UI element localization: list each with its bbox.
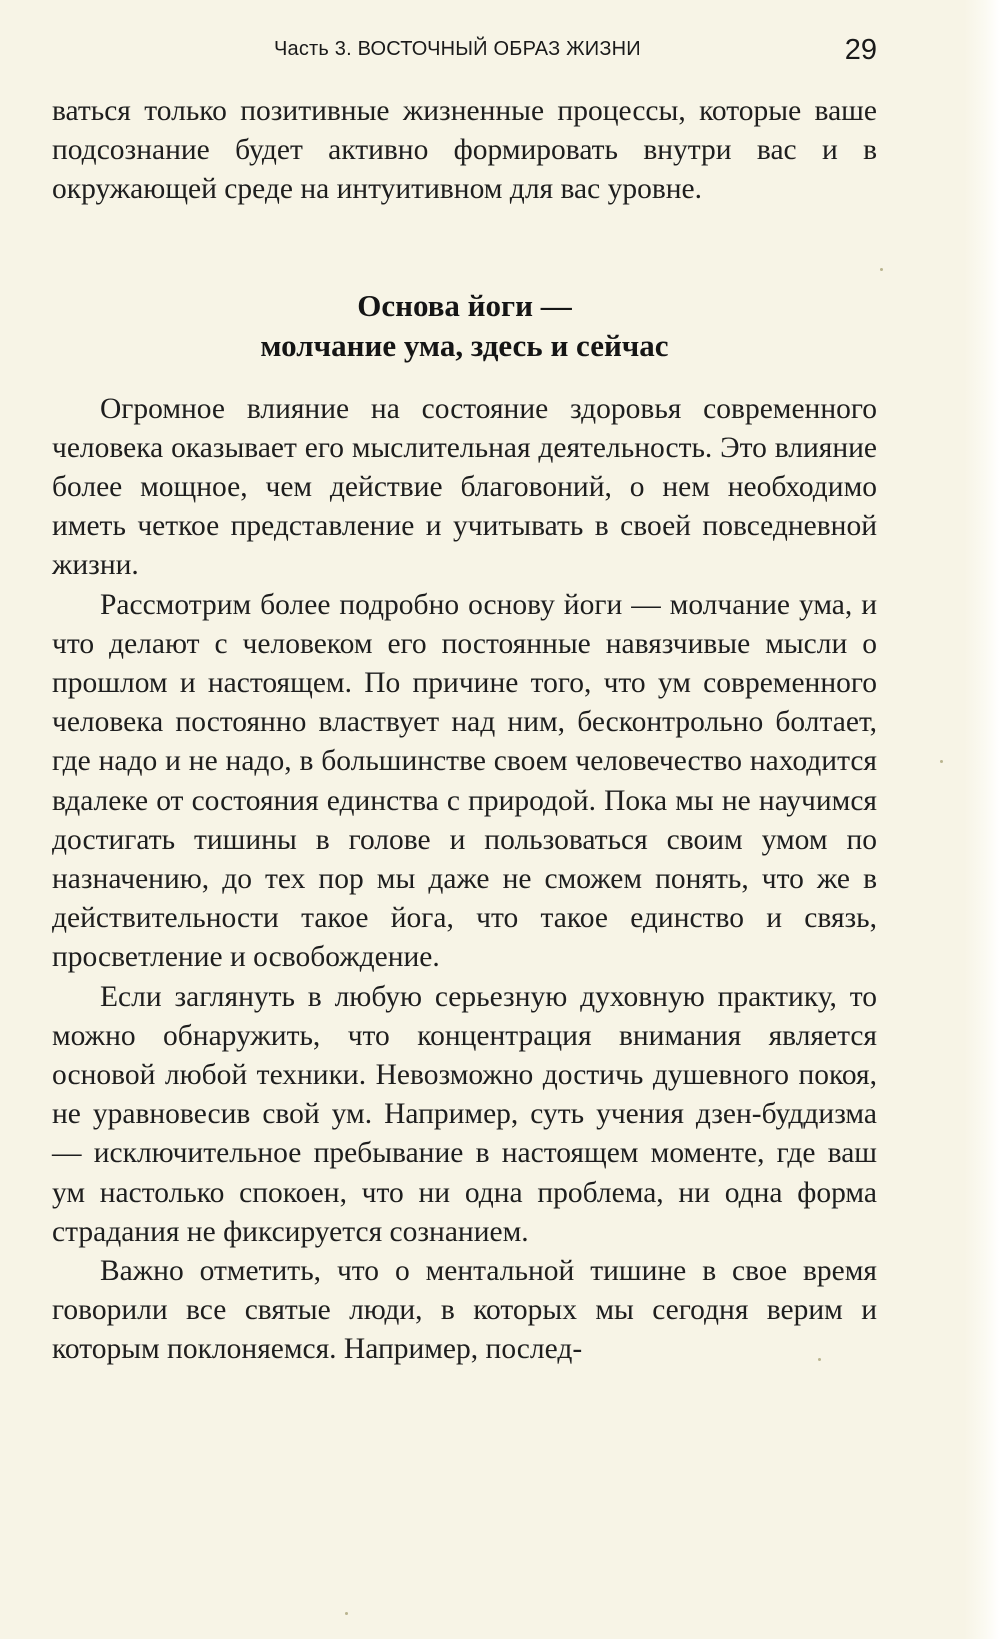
paragraph: Рассмотрим более подробно основу йоги — молчание ума, и что делают с человеком его постоянные навязчивые мысли о прошлом и настоящем. По причине того, что ум современного человека постоянно властвует над ним, бесконтрольно болтает, где надо и не надо, в большинстве своем человечество находится вдалеке от состояния единства с природой. Пока мы не научимся достигать тишины в голове и пользоваться своим умом по назначению, до тех пор мы даже не сможем понять, что же в действительности такое йога, что такое единство и связь, просветление и освобождение. [52,588,877,974]
section-heading-line-1: Основа йоги — [357,287,572,323]
running-header-title: Часть 3. ВОСТОЧНЫЙ ОБРАЗ ЖИЗНИ [274,38,641,60]
paper-speck [345,1612,348,1615]
paragraph: Важно отметить, что о ментальной тишине в свое время говорили все святые люди, в которых мы сегодня верим и которым поклоняемся. Например, послед- [52,1255,877,1366]
section-heading [52,286,877,366]
running-header [52,34,877,70]
body-text [52,92,877,1370]
paper-speck [880,268,883,271]
paragraph: Огромное влияние на состояние здоровья современного человека оказывает его мыслительная деятельность. Это влияние более мощное, чем действие благовоний, о нем необходимо иметь четкое представление и учитывать в своей повседневной жизни. [52,392,877,582]
paper-speck [940,760,943,763]
page-number: 29 [844,34,877,66]
page-edge [964,0,1000,1639]
paragraph-continued: ваться только позитивные жизненные процессы, которые ваше подсознание будет активно формировать внутри вас и в окружающей среде на интуитивном для вас уровне. [52,95,877,206]
paragraph: Если заглянуть в любую серьезную духовную практику, то можно обнаружить, что концентрация внимания является основой любой техники. Невозможно достичь душевного покоя, не уравновесив свой ум. Например, суть учения дзен-буддизма — исключительное пребывание в настоящем моменте, где ваш ум настолько спокоен, что ни одна проблема, ни одна форма страдания не фиксируется сознанием. [52,980,877,1248]
section-heading-line-2: молчание ума, здесь и сейчас [260,327,669,363]
paper-speck [818,1358,821,1361]
